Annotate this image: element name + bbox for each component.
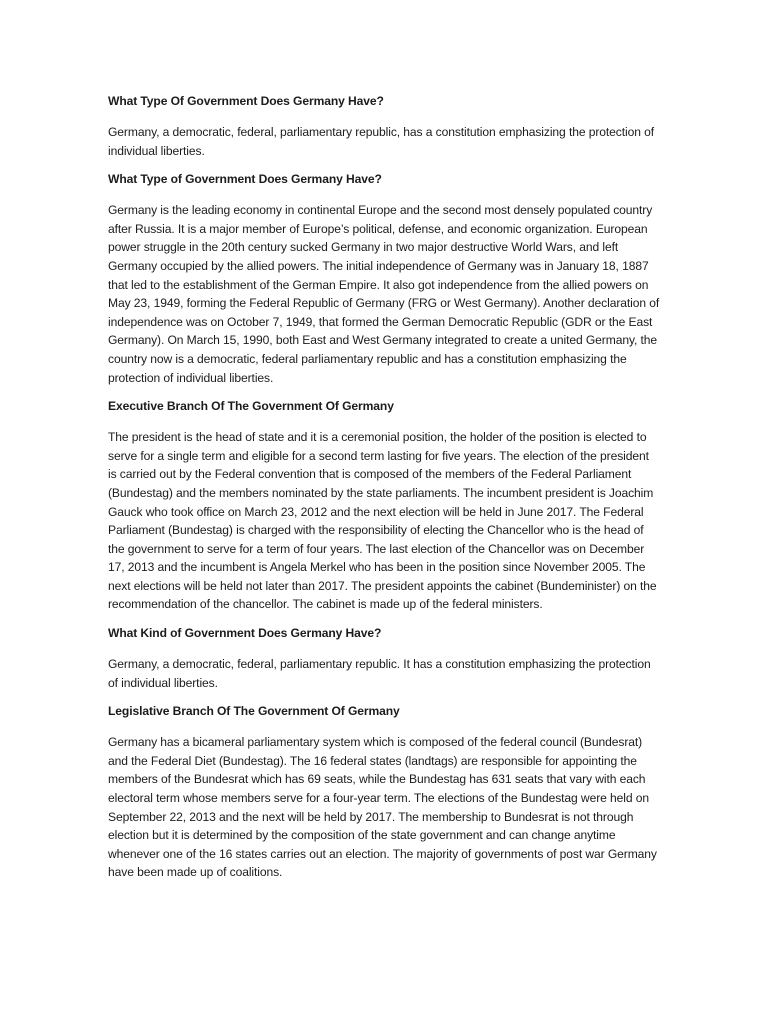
- section-legislative-branch: [108, 702, 660, 882]
- section-heading: What Type of Government Does Germany Have?: [108, 172, 382, 187]
- section-heading: What Kind of Government Does Germany Have?: [108, 626, 382, 641]
- document-page: [108, 92, 660, 892]
- section-paragraph: Germany, a democratic, federal, parliamentary republic. It has a constitution emphasizing the protection of individual liberties.: [108, 657, 651, 690]
- section-paragraph: Germany, a democratic, federal, parliamentary republic, has a constitution emphasizing the protection of individual liberties.: [108, 125, 654, 158]
- section-executive-branch: [108, 397, 660, 614]
- section-heading: Legislative Branch Of The Government Of Germany: [108, 704, 400, 719]
- section-paragraph: The president is the head of state and it is a ceremonial position, the holder of the position is elected to serve for a single term and eligible for a second term lasting for five years. The election of the president is carried out by the Federal convention that is composed of the members of the Federal Parliament (Bundestag) and the members nominated by the state parliaments. The incumbent president is Joachim Gauck who took office on March 23, 2012 and the next election will be held in June 2017. The Federal Parliament (Bundestag) is charged with the responsibility of electing the Chancellor who is the head of the government to serve for a term of four years. The last election of the Chancellor was on December 17, 2013 and the incumbent is Angela Merkel who has been in the position since November 2005. The next elections will be held not later than 2017. The president appoints the cabinet (Bundeminister) on the recommendation of the chancellor. The cabinet is made up of the federal ministers.: [108, 430, 657, 612]
- section-heading: What Type Of Government Does Germany Have?: [108, 94, 384, 108]
- section-government-type-summary: [108, 92, 660, 160]
- section-heading: Executive Branch Of The Government Of Germany: [108, 399, 394, 414]
- section-government-type-history: [108, 170, 660, 387]
- section-paragraph: Germany has a bicameral parliamentary system which is composed of the federal council (Bundesrat) and the Federal Diet (Bundestag). The 16 federal states (landtags) are responsible for appointing the members of the Bundesrat which has 69 seats, while the Bundestag has 631 seats that vary with each electoral term whose members serve for a four-year term. The elections of the Bundestag were held on September 22, 2013 and the next will be held by 2017. The membership to Bundesrat is not through election but it is determined by the composition of the state government and can change anytime whenever one of the 16 states carries out an election. The majority of governments of post war Germany have been made up of coalitions.: [108, 735, 657, 880]
- section-government-kind: [108, 624, 660, 692]
- section-paragraph: Germany is the leading economy in continental Europe and the second most densely populated country after Russia. It is a major member of Europe’s political, defense, and economic organization. European power struggle in the 20th century sucked Germany in two major destructive World Wars, and left Germany occupied by the allied powers. The initial independence of Germany was in January 18, 1887 that led to the establishment of the German Empire. It also got independence from the allied powers on May 23, 1949, forming the Federal Republic of Germany (FRG or West Germany). Another declaration of independence was on October 7, 1949, that formed the German Democratic Republic (GDR or the East Germany). On March 15, 1990, both East and West Germany integrated to create a united Germany, the country now is a democratic, federal parliamentary republic and has a constitution emphasizing the protection of individual liberties.: [108, 203, 660, 385]
